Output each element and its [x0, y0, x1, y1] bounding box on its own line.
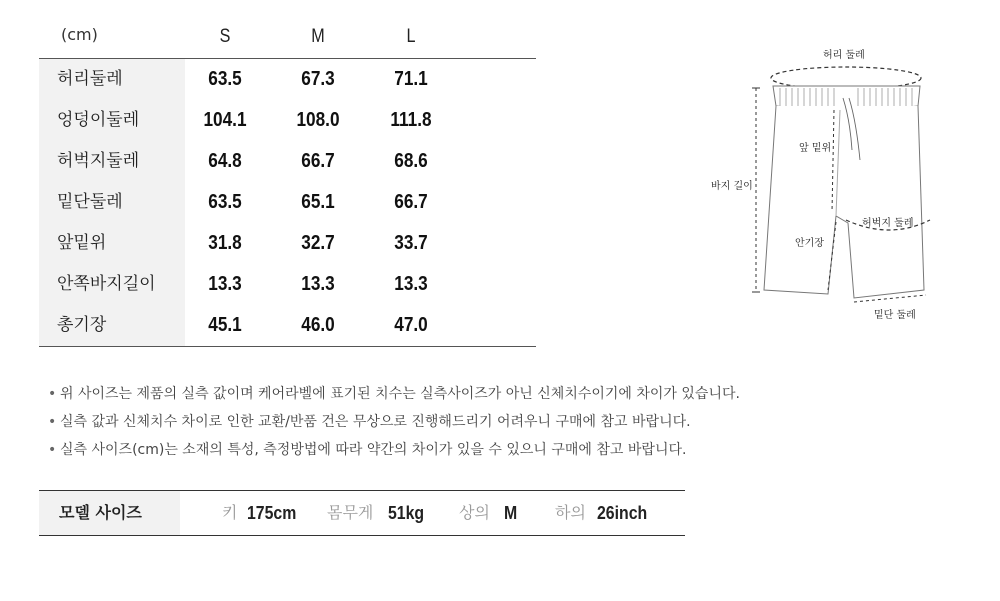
- height-value: 175cm: [247, 503, 297, 523]
- cell-value: 63.5: [208, 191, 242, 213]
- cell-value: 31.8: [208, 232, 242, 254]
- bullet: •: [48, 442, 57, 458]
- size-header-m: M: [311, 26, 325, 47]
- row-label: 안쪽바지길이: [39, 264, 185, 305]
- model-size-label: 모델 사이즈: [39, 491, 180, 535]
- table-row: [39, 59, 536, 100]
- list-item: [48, 439, 740, 467]
- front-rise-label: 앞 밑위: [799, 143, 832, 154]
- size-table-header: [39, 18, 536, 59]
- cell-value: 13.3: [208, 273, 242, 295]
- inseam-label: 안기장: [795, 238, 824, 249]
- cell-value: 65.1: [301, 191, 335, 213]
- cell-value: 67.3: [301, 68, 335, 90]
- unit-label: (cm): [61, 25, 98, 44]
- weight-key: 몸무게: [327, 503, 374, 522]
- cell-value: 111.8: [390, 109, 432, 131]
- size-header-s: S: [219, 26, 231, 47]
- cell-value: 108.0: [296, 109, 340, 131]
- table-row: [39, 141, 536, 182]
- size-notes: [48, 383, 740, 467]
- list-item: [48, 411, 740, 439]
- cell-value: 68.6: [394, 150, 428, 172]
- cell-value: 32.7: [301, 232, 335, 254]
- cell-value: 46.0: [301, 314, 335, 336]
- cell-value: 66.7: [301, 150, 335, 172]
- cell-value: 13.3: [394, 273, 428, 295]
- model-size-bar: [39, 490, 685, 536]
- note-text: 실측 사이즈(cm)는 소재의 특성, 측정방법에 따라 약간의 차이가 있을 수 있으니 구매에 참고 바랍니다.: [60, 442, 687, 458]
- table-bottom-rule: [39, 346, 536, 347]
- cell-value: 71.1: [394, 68, 428, 90]
- row-label: 밑단둘레: [39, 182, 185, 223]
- hem-label: 밑단 둘레: [874, 310, 916, 321]
- table-row: [39, 264, 536, 305]
- cell-value: 104.1: [203, 109, 247, 131]
- thigh-label: 허벅지 둘레: [862, 218, 914, 229]
- shorts-measurement-diagram: [700, 40, 950, 325]
- row-label: 총기장: [39, 305, 185, 346]
- table-row: [39, 100, 536, 141]
- row-label: 허벅지둘레: [39, 141, 185, 182]
- table-row: [39, 305, 536, 346]
- cell-value: 63.5: [208, 68, 242, 90]
- length-label: 바지 길이: [711, 181, 753, 192]
- note-text: 실측 값과 신체치수 차이로 인한 교환/반품 건은 무상으로 진행해드리기 어려우니 구매에 참고 바랍니다.: [60, 414, 691, 430]
- waist-label: 허리 둘레: [823, 50, 865, 61]
- shorts-outline: [764, 106, 924, 298]
- list-item: [48, 383, 740, 411]
- cell-value: 47.0: [394, 314, 428, 336]
- bottom-key: 하의: [555, 503, 586, 522]
- size-header-l: L: [406, 26, 416, 47]
- bullet: •: [48, 414, 57, 430]
- row-label: 허리둘레: [39, 59, 185, 100]
- table-row: [39, 182, 536, 223]
- bottom-value: 26inch: [597, 503, 648, 523]
- row-label: 앞밑위: [39, 223, 185, 264]
- row-label: 엉덩이둘레: [39, 100, 185, 141]
- height-key: 키: [222, 503, 238, 522]
- cell-value: 45.1: [208, 314, 242, 336]
- bullet: •: [48, 386, 57, 402]
- cell-value: 13.3: [301, 273, 335, 295]
- cell-value: 64.8: [208, 150, 242, 172]
- size-table: [39, 18, 536, 347]
- cell-value: 33.7: [394, 232, 428, 254]
- top-value: M: [504, 503, 518, 523]
- top-key: 상의: [459, 503, 490, 522]
- cell-value: 66.7: [394, 191, 428, 213]
- weight-value: 51kg: [388, 503, 425, 523]
- table-row: [39, 223, 536, 264]
- note-text: 위 사이즈는 제품의 실측 값이며 케어라벨에 표기된 치수는 실측사이즈가 아닌 신체치수이기에 차이가 있습니다.: [60, 386, 740, 402]
